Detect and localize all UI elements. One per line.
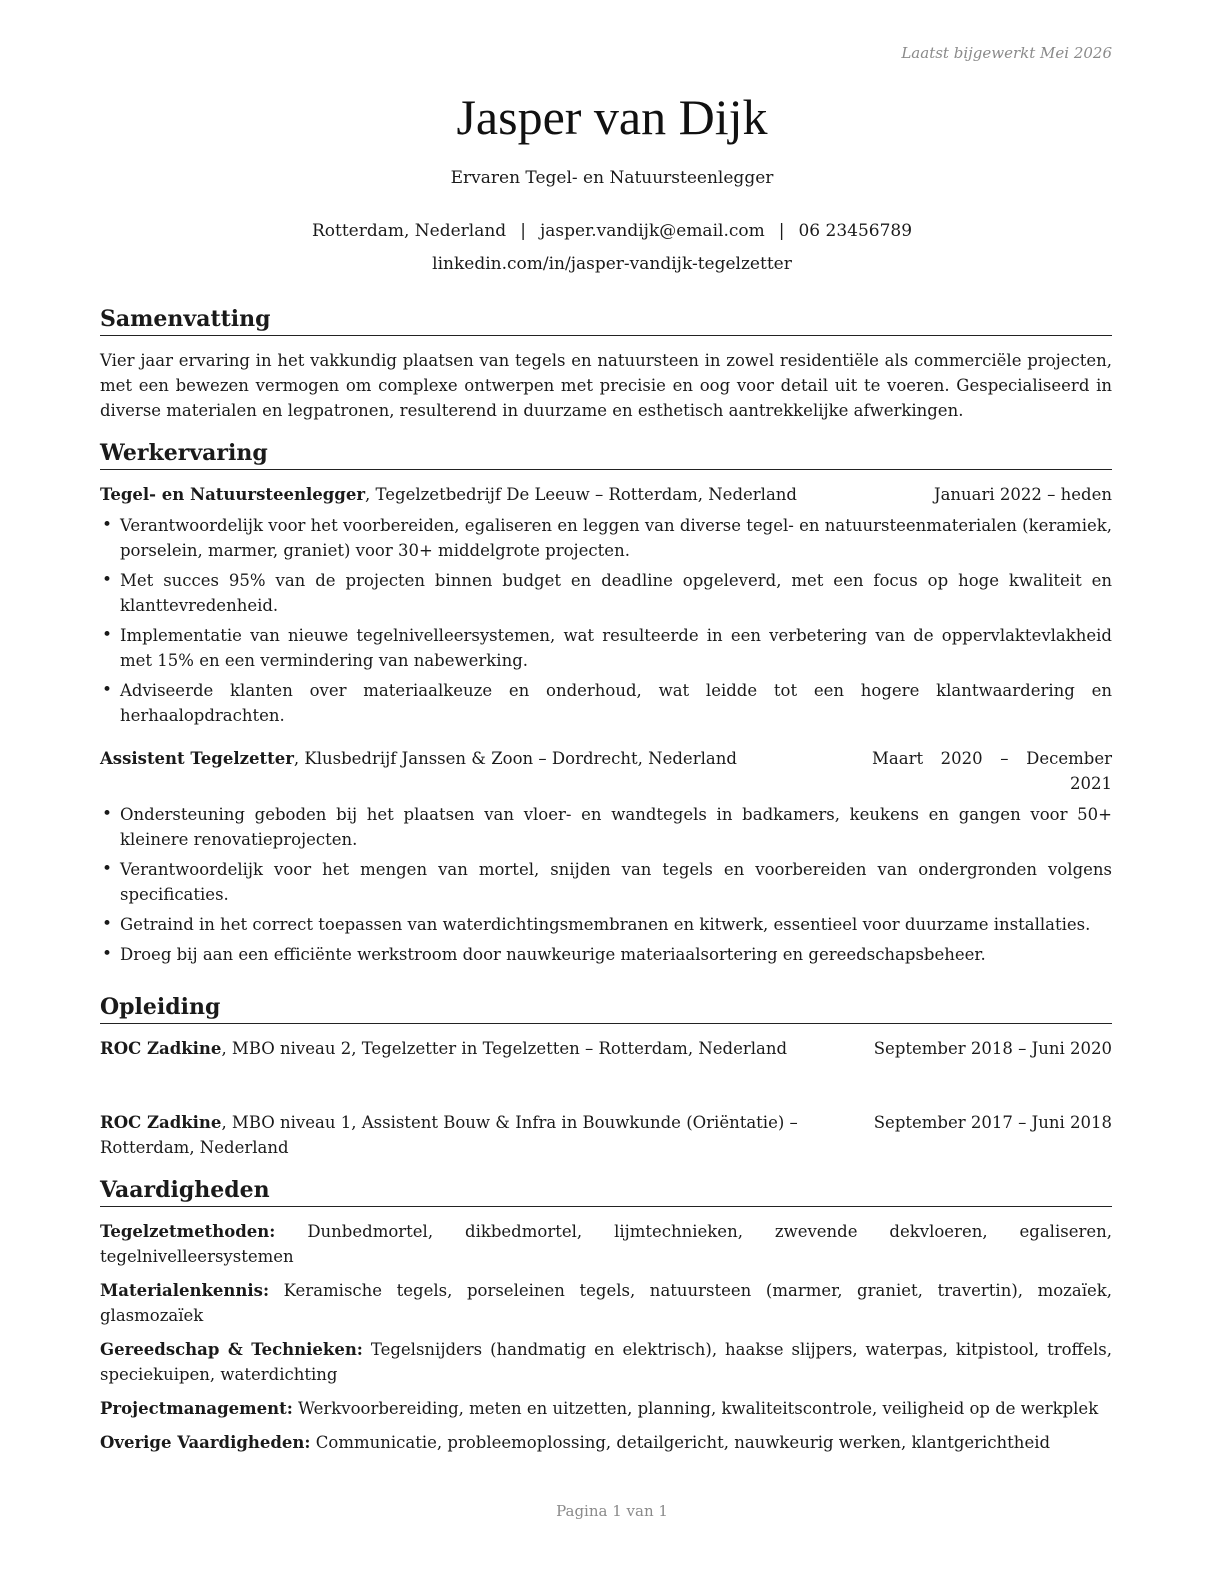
skill-row [100, 1278, 1112, 1328]
education-dates: September 2017 – Juni 2018 [873, 1113, 1112, 1132]
job-entry [100, 482, 1112, 728]
skill-label: Overige Vaardigheden: [100, 1433, 311, 1452]
school-name: ROC Zadkine [100, 1113, 222, 1132]
list-item: • Droeg bij aan een efficiënte werkstroom door nauwkeurige materiaalsortering en gereedschapsbeheer. [100, 942, 1112, 967]
job-bullets [100, 513, 1112, 728]
job-header [100, 482, 1112, 507]
job-title: Assistent Tegelzetter [100, 749, 294, 768]
skill-label: Gereedschap & Technieken: [100, 1340, 363, 1359]
skill-row [100, 1337, 1112, 1387]
skill-text: Tegelsnijders (handmatig en elektrisch), haakse slijpers, waterpas, kitpistool, troffels, speciekuipen, waterdichting [100, 1340, 1112, 1384]
job-bullets [100, 802, 1112, 967]
skill-label: Projectmanagement: [100, 1399, 293, 1418]
list-item: • Verantwoordelijk voor het voorbereiden, egaliseren en leggen van diverse tegel- en natuursteenmaterialen (keramiek, porselein, marmer, graniet) voor 30+ middelgrote projecten. [100, 513, 1112, 563]
email-link[interactable]: jasper.vandijk@email.com [539, 221, 765, 241]
degree: , MBO niveau 1, Assistent Bouw & Infra in Bouwkunde (Oriëntatie) – Rotterdam, Nederland [100, 1113, 798, 1157]
job-employer: , Klusbedrijf Janssen & Zoon – Dordrecht, Nederland [293, 749, 737, 768]
list-item: • Ondersteuning geboden bij het plaatsen van vloer- en wandtegels in badkamers, keukens en gangen voor 50+ kleinere renovatieprojecten. [100, 802, 1112, 852]
skill-text: Communicatie, probleemoplossing, detailgericht, nauwkeurig werken, klantgerichtheid [310, 1433, 1051, 1452]
section-heading: Vaardigheden [100, 1176, 1112, 1207]
skill-text: Keramische tegels, porseleinen tegels, natuursteen (marmer, graniet, travertin), mozaïek, glasmozaïek [100, 1281, 1112, 1325]
skill-row [100, 1219, 1112, 1269]
job-entry [100, 746, 1112, 967]
education-dates: September 2018 – Juni 2020 [873, 1039, 1112, 1058]
job-employer: , Tegelzetbedrijf De Leeuw – Rotterdam, Nederland [365, 485, 797, 504]
section-heading: Werkervaring [100, 439, 1112, 470]
job-title: Ervaren Tegel- en Natuursteenlegger [450, 168, 774, 188]
skill-row [100, 1396, 1112, 1421]
job-header [100, 746, 1112, 793]
education-entry [100, 1036, 1112, 1086]
list-item: • Getraind in het correct toepassen van waterdichtingsmembranen en kitwerk, essentieel voor duurzame installaties. [100, 912, 1112, 937]
list-item: • Verantwoordelijk voor het mengen van mortel, snijden van tegels en voorbereiden van ondergronden volgens specificaties. [100, 857, 1112, 907]
education-entry [100, 1110, 1112, 1160]
contact-line [0, 221, 1224, 241]
list-item: • Met succes 95% van de projecten binnen budget en deadline opgeleverd, met een focus op hoge kwaliteit en klanttevredenheid. [100, 568, 1112, 618]
skills-section [100, 1176, 1112, 1464]
phone: 06 23456789 [798, 221, 913, 241]
linkedin-link[interactable]: linkedin.com/in/jasper-vandijk-tegelzetter [432, 254, 792, 274]
summary-text: Vier jaar ervaring in het vakkundig plaatsen van tegels en natuursteen in zowel residentiële als commerciële projecten, met een bewezen vermogen om complexe ontwerpen met precisie en oog voor detail uit te voeren. Gespecialiseerd in diverse materialen en legpatronen, resulterend in duurzame en esthetisch aantrekkelijke afwerkingen. [100, 351, 1112, 420]
candidate-name: Jasper van Dijk [456, 89, 768, 145]
summary-section [100, 305, 1112, 423]
section-heading: Samenvatting [100, 305, 1112, 336]
school-name: ROC Zadkine [100, 1039, 222, 1058]
job-title: Tegel- en Natuursteenlegger [100, 485, 366, 504]
separator: | [778, 221, 785, 241]
separator: | [520, 221, 526, 241]
job-dates: Januari 2022 – heden [933, 485, 1112, 504]
skill-label: Materialenkennis: [100, 1281, 270, 1300]
experience-section [100, 439, 1112, 972]
last-updated: Laatst bijgewerkt Mei 2026 [901, 44, 1112, 62]
list-item: • Adviseerde klanten over materiaalkeuze en onderhoud, wat leidde tot een hogere klantwaardering en herhaalopdrachten. [100, 678, 1112, 728]
skill-text: Werkvoorbereiding, meten en uitzetten, planning, kwaliteitscontrole, veiligheid op de werkplek [292, 1399, 1099, 1418]
skill-text: Dunbedmortel, dikbedmortel, lijmtechnieken, zwevende dekvloeren, egaliseren, tegelnivelleersystemen [100, 1222, 1112, 1266]
section-heading: Opleiding [100, 993, 1112, 1024]
education-section [100, 993, 1112, 1160]
location: Rotterdam, Nederland [311, 221, 507, 241]
skill-label: Tegelzetmethoden: [100, 1222, 276, 1241]
job-dates: Maart 2020 – December 2021 [872, 749, 1112, 793]
page-number: Pagina 1 van 1 [556, 1502, 668, 1520]
skill-row [100, 1430, 1112, 1455]
degree: , MBO niveau 2, Tegelzetter in Tegelzetten – Rotterdam, Nederland [221, 1039, 788, 1058]
list-item: • Implementatie van nieuwe tegelnivelleersystemen, wat resulteerde in een verbetering van de oppervlaktevlakheid met 15% en een vermindering van nabewerking. [100, 623, 1112, 673]
